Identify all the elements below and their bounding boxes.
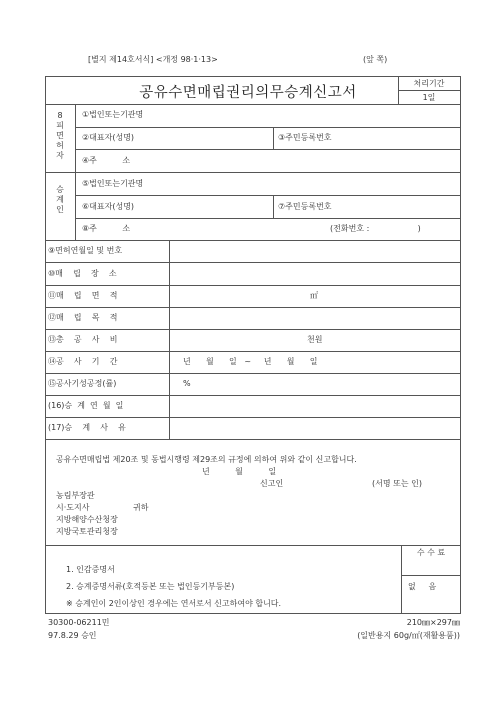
processing-period-value: 1일 [422, 93, 436, 102]
attachment-note: ※ 승계인이 2인이상인 경우에는 연서로서 신고하여야 합니다. [66, 599, 282, 608]
fee-value: 없 음 [408, 582, 437, 591]
area-unit: ㎡ [310, 291, 318, 300]
progress-unit: % [183, 379, 191, 388]
period-value: 년 월 일 ~ 년 월 일 [183, 357, 318, 366]
form-code: 30300-06211민 [48, 618, 110, 627]
heir-giver-corp-name-label: ①법인또는기관명 [82, 110, 144, 119]
cost-label: ⑬총 공 사 비 [48, 335, 118, 344]
honorific: 귀하 [133, 503, 149, 512]
progress-label: ⑮공사기성공정(률) [48, 379, 117, 388]
declaration-date: 년 월 일 [202, 467, 277, 476]
area-label: ⑪매 립 면 적 [48, 291, 118, 300]
paper-type: (일반용지 60g/㎡(재활용품)) [357, 631, 460, 640]
declaration-statement: 공유수면매립법 제20조 및 동법시행령 제29조의 규정에 의하여 위와 같이 신고합니다. [56, 455, 357, 464]
declarant-label: 신고인 [260, 479, 284, 488]
recipient-agri-minister: 농림부장관 [56, 491, 95, 500]
heir-giver-representative-label: ②대표자(성명) [82, 133, 135, 142]
form-title: 공유수면매립권리의무승계신고서 [139, 85, 357, 101]
approval-date: 97.8.29 승인 [48, 631, 97, 640]
recipient-governor: 시·도지사 [56, 503, 90, 512]
license-date-label: ⑨면허연월일 및 번호 [48, 246, 123, 255]
successor-address-label: ⑧주 소 [82, 224, 131, 233]
successor-corp-name-label: ⑤법인또는기관명 [82, 179, 144, 188]
attachment-item-2: 2. 승계증명서류(호적등본 또는 법인등기부등본) [66, 582, 235, 591]
heir-giver-resident-no-label: ③주민등록번호 [278, 133, 332, 142]
group-label-successor: 승계인 [56, 185, 64, 214]
page-side: (앞 쪽) [363, 55, 388, 64]
cost-unit: 천원 [307, 335, 323, 344]
attachment-item-1: 1. 인감증명서 [66, 565, 115, 574]
site-label: ⑩매 립 장 소 [48, 269, 117, 278]
successor-phone-label: (전화번호 : ) [330, 224, 421, 233]
recipient-land-office: 지방국토관리청장 [56, 527, 118, 536]
signature-label: (서명 또는 인) [372, 479, 422, 488]
period-label: ⑭공 사 기 간 [48, 357, 118, 366]
group-label-heir-giver: 8 피 면 허 자 [56, 111, 64, 160]
processing-period-label: 처리기간 [413, 79, 445, 88]
successor-resident-no-label: ⑦주민등록번호 [278, 202, 332, 211]
fee-label: 수 수 료 [416, 548, 446, 557]
recipient-maritime-office: 지방해양수산청장 [56, 515, 118, 524]
succession-date-label: (16)승 계 연 월 일 [48, 401, 124, 410]
form-number: [별지 제14호서식] <개정 98·1·13> [88, 55, 218, 64]
succession-reason-label: (17)승 계 사 유 [48, 423, 126, 432]
purpose-label: ⑫매 립 목 적 [48, 313, 118, 322]
successor-representative-label: ⑥대표자(성명) [82, 202, 135, 211]
paper-size: 210㎜×297㎜ [406, 618, 460, 627]
heir-giver-address-label: ④주 소 [82, 156, 131, 165]
